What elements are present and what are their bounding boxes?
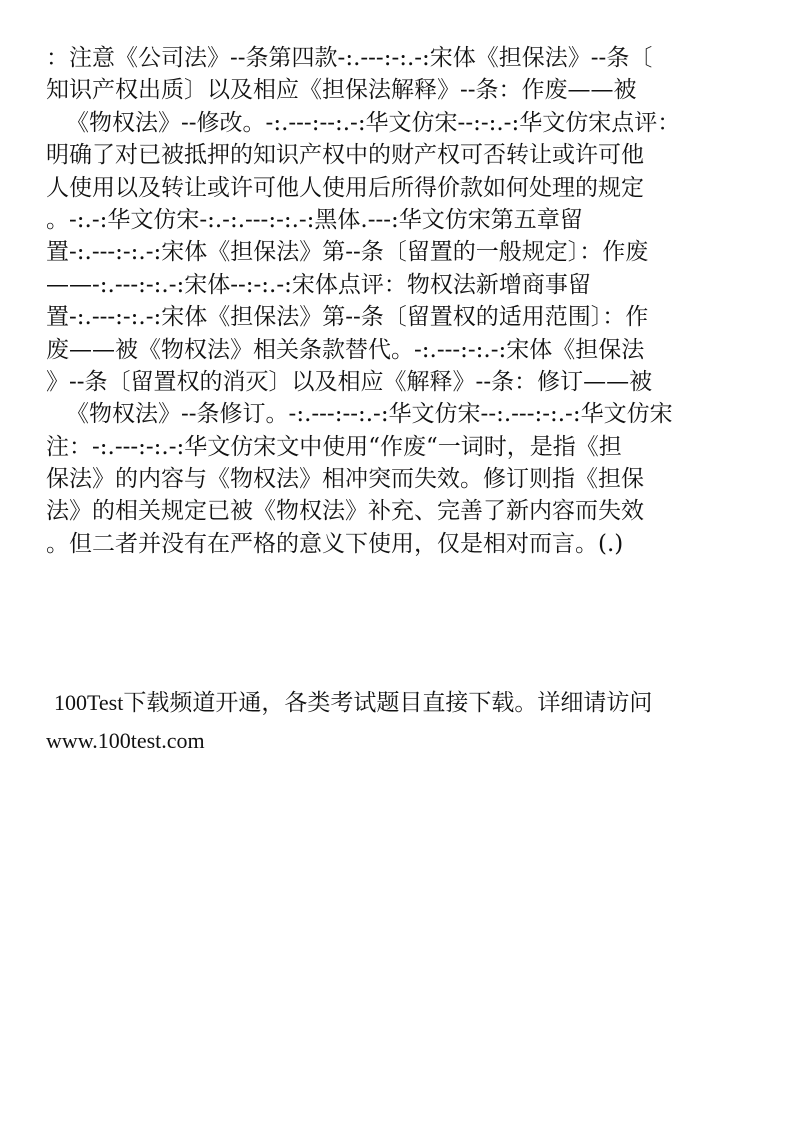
text-line: 置-:.---:-:.-:宋体《担保法》第--条〔留置的一般规定〕：作废 — [46, 239, 649, 266]
text-line: 《物权法》--条修订。-:.---:--:.-:华文仿宋--:.---:-:.-:华文仿宋 — [66, 401, 673, 428]
text-line: 明确了对已被抵押的知识产权中的财产权可否转让或许可他 — [46, 142, 644, 169]
text-line: 法》的相关规定已被《物权法》补充、完善了新内容而失效 — [46, 498, 644, 525]
text-line: 》--条〔留置权的消灭〕以及相应《解释》--条：修订——被 — [46, 368, 653, 395]
text-line: 废——被《物权法》相关条款替代。-:.---:-:.-:宋体《担保法 — [46, 336, 645, 363]
site-link[interactable]: www.100test.com — [46, 728, 205, 753]
text-line: 知识产权出质〕以及相应《担保法解释》--条：作废——被 — [46, 77, 637, 104]
notice-text: 下载频道开通，各类考试题目直接下载。详细请访问 — [123, 690, 653, 716]
notice-line — [46, 684, 756, 722]
text-line: ：注意《公司法》--条第四款-:.---:-:.-:宋体《担保法》--条〔 — [46, 45, 653, 71]
text-line: 人使用以及转让或许可他人使用后所得价款如何处理的规定 — [46, 174, 644, 201]
text-line: 。-:.-:华文仿宋-:.-:.---:-:.-:黑体.---:华文仿宋第五章留 — [46, 206, 583, 233]
text-line: ——-:.---:-:.-:宋体--:-:.-:宋体点评：物权法新增商事留 — [46, 271, 591, 298]
download-notice — [46, 684, 756, 759]
brand-name: 100Test — [54, 690, 124, 715]
text-line: 。但二者并没有在严格的意义下使用，仅是相对而言。(.) — [46, 530, 624, 557]
text-line: 保法》的内容与《物权法》相冲突而失效。修订则指《担保 — [46, 466, 644, 493]
text-line: 《物权法》--修改。-:.---:--:.-:华文仿宋--:-:.-:华文仿宋点评： — [66, 109, 681, 136]
text-line: 置-:.---:-:.-:宋体《担保法》第--条〔留置权的适用范围〕：作 — [46, 304, 649, 331]
text-line: 注：-:.---:-:.-:华文仿宋文中使用“作废“一词时，是指《担 — [46, 433, 622, 460]
article-body — [46, 42, 756, 560]
